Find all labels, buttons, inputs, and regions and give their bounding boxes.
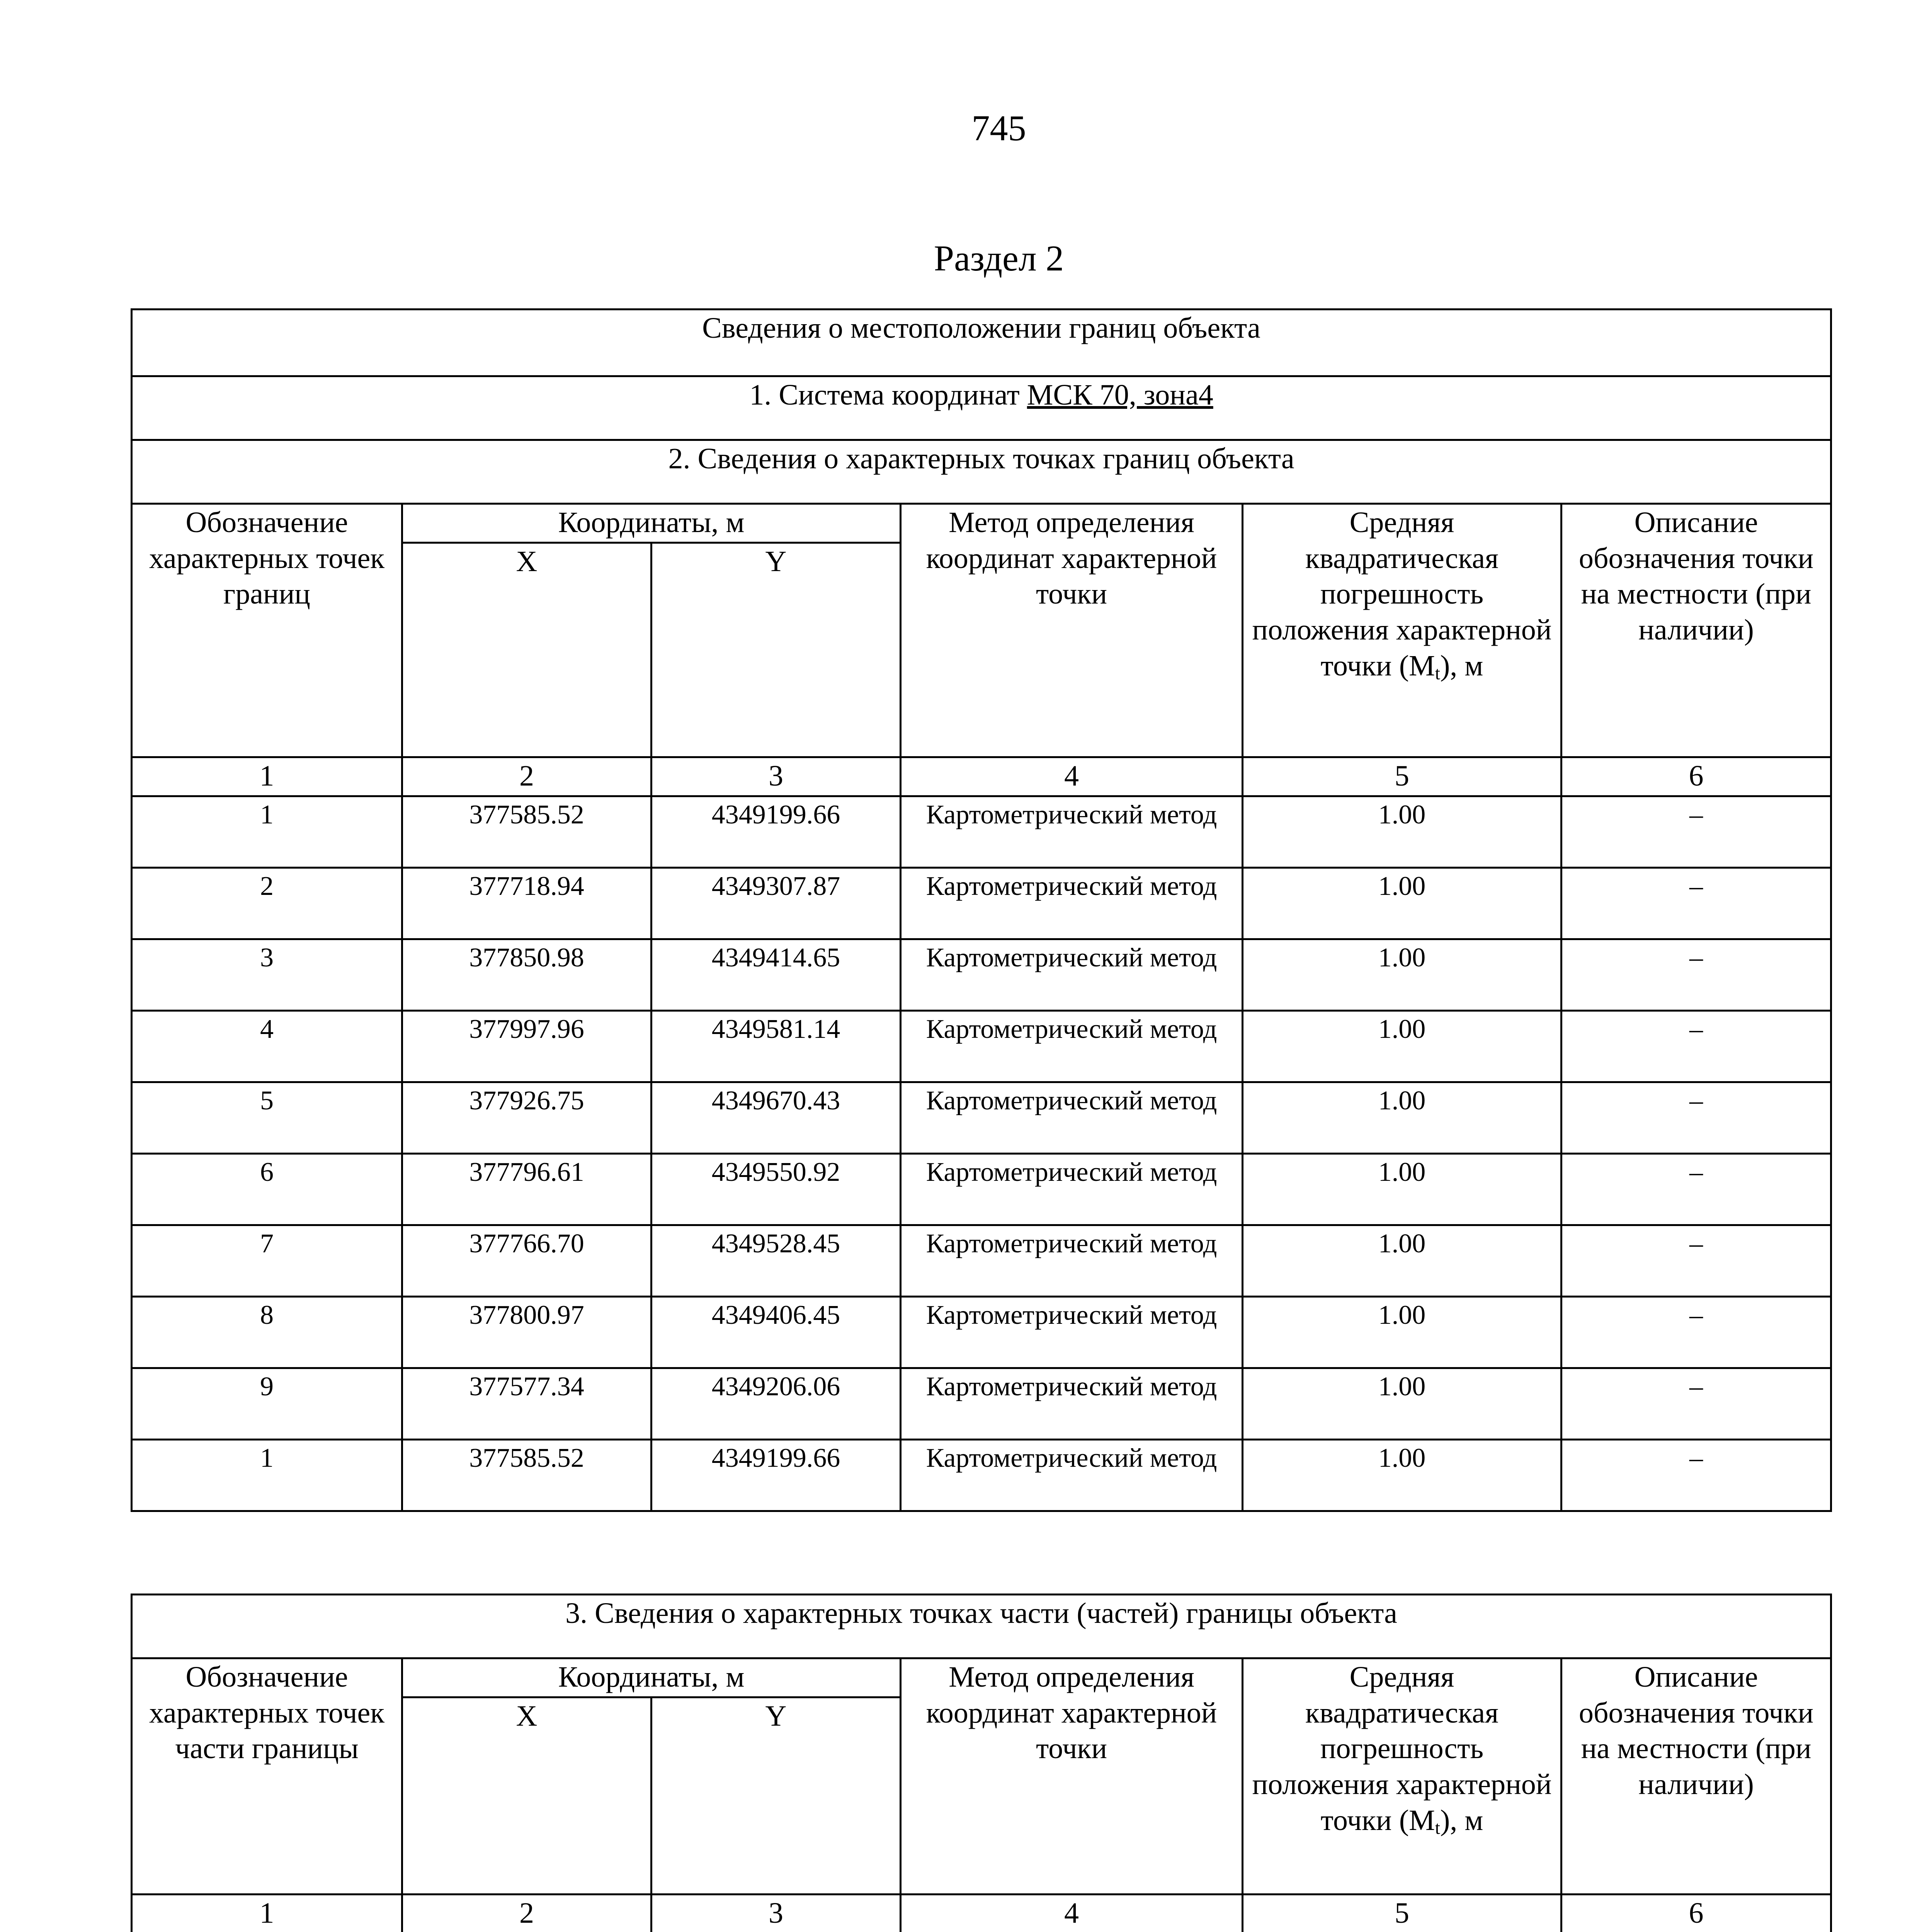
header-error-unit: ), м xyxy=(1440,649,1483,682)
coordinate-system-value: МСК 70, зона4 xyxy=(1027,379,1213,411)
x-cell: 377718.94 xyxy=(402,868,651,939)
error-cell: 1.00 xyxy=(1243,1368,1561,1440)
method-cell: Картометрический метод xyxy=(901,1011,1243,1082)
header-error-subscript: t xyxy=(1435,1817,1440,1838)
error-cell: 1.00 xyxy=(1243,1154,1561,1225)
description-cell: – xyxy=(1561,1154,1831,1225)
header-method: Метод определения координат характерной точки xyxy=(901,1658,1243,1895)
point-cell: 2 xyxy=(132,868,402,939)
error-cell: 1.00 xyxy=(1243,868,1561,939)
x-cell: 377585.52 xyxy=(402,1440,651,1511)
header-y: Y xyxy=(651,543,901,757)
column-number: 5 xyxy=(1243,1895,1561,1932)
table-row xyxy=(132,1011,1831,1082)
error-cell: 1.00 xyxy=(1243,1082,1561,1154)
method-cell: Картометрический метод xyxy=(901,1297,1243,1368)
description-cell: – xyxy=(1561,1011,1831,1082)
point-cell: 9 xyxy=(132,1368,402,1440)
header-point: Обозначение характерных точек границ xyxy=(132,504,402,757)
column-number: 2 xyxy=(402,757,651,796)
point-cell: 1 xyxy=(132,796,402,868)
boundary-points-table xyxy=(131,308,1832,1512)
x-cell: 377796.61 xyxy=(402,1154,651,1225)
column-number: 1 xyxy=(132,1895,402,1932)
y-cell: 4349199.66 xyxy=(651,796,901,868)
header-error-text: Средняя квадратическая погрешность положения характерной точки (M xyxy=(1252,506,1552,682)
y-cell: 4349406.45 xyxy=(651,1297,901,1368)
point-cell: 4 xyxy=(132,1011,402,1082)
y-cell: 4349670.43 xyxy=(651,1082,901,1154)
x-cell: 377800.97 xyxy=(402,1297,651,1368)
description-cell: – xyxy=(1561,1368,1831,1440)
column-number: 6 xyxy=(1561,1895,1831,1932)
header-error xyxy=(1243,504,1561,757)
page-number: 745 xyxy=(971,108,1026,148)
header-description: Описание обозначения точки на местности (при наличии) xyxy=(1561,1658,1831,1895)
x-cell: 377766.70 xyxy=(402,1225,651,1297)
table-row xyxy=(132,939,1831,1011)
table-row xyxy=(132,1440,1831,1511)
column-number: 3 xyxy=(651,757,901,796)
x-cell: 377850.98 xyxy=(402,939,651,1011)
description-cell: – xyxy=(1561,1440,1831,1511)
table-row xyxy=(132,1297,1831,1368)
header-x: X xyxy=(402,1697,651,1895)
header-y: Y xyxy=(651,1697,901,1895)
point-cell: 8 xyxy=(132,1297,402,1368)
y-cell: 4349199.66 xyxy=(651,1440,901,1511)
header-coordinates: Координаты, м xyxy=(402,1658,901,1697)
table-row xyxy=(132,796,1831,868)
column-number: 5 xyxy=(1243,757,1561,796)
section-title: Раздел 2 xyxy=(934,238,1064,279)
error-cell: 1.00 xyxy=(1243,1225,1561,1297)
method-cell: Картометрический метод xyxy=(901,1440,1243,1511)
table-row xyxy=(132,868,1831,939)
header-coordinates: Координаты, м xyxy=(402,504,901,543)
header-method: Метод определения координат характерной точки xyxy=(901,504,1243,757)
y-cell: 4349307.87 xyxy=(651,868,901,939)
table-row xyxy=(132,1368,1831,1440)
column-number: 6 xyxy=(1561,757,1831,796)
method-cell: Картометрический метод xyxy=(901,796,1243,868)
method-cell: Картометрический метод xyxy=(901,1082,1243,1154)
error-cell: 1.00 xyxy=(1243,1011,1561,1082)
x-cell: 377997.96 xyxy=(402,1011,651,1082)
y-cell: 4349414.65 xyxy=(651,939,901,1011)
coordinate-system-row xyxy=(132,376,1831,440)
table-row xyxy=(132,1225,1831,1297)
description-cell: – xyxy=(1561,939,1831,1011)
column-number: 2 xyxy=(402,1895,651,1932)
x-cell: 377585.52 xyxy=(402,796,651,868)
column-number: 4 xyxy=(901,1895,1243,1932)
y-cell: 4349581.14 xyxy=(651,1011,901,1082)
x-cell: 377926.75 xyxy=(402,1082,651,1154)
header-error-subscript: t xyxy=(1435,663,1440,684)
error-cell: 1.00 xyxy=(1243,796,1561,868)
section-2-title: 2. Сведения о характерных точках границ объекта xyxy=(132,440,1831,504)
description-cell: – xyxy=(1561,1297,1831,1368)
column-number: 1 xyxy=(132,757,402,796)
part-boundary-points-table xyxy=(131,1594,1832,1932)
error-cell: 1.00 xyxy=(1243,1440,1561,1511)
method-cell: Картометрический метод xyxy=(901,1368,1243,1440)
description-cell: – xyxy=(1561,796,1831,868)
header-x: X xyxy=(402,543,651,757)
table-row xyxy=(132,1082,1831,1154)
description-cell: – xyxy=(1561,1082,1831,1154)
y-cell: 4349528.45 xyxy=(651,1225,901,1297)
x-cell: 377577.34 xyxy=(402,1368,651,1440)
description-cell: – xyxy=(1561,868,1831,939)
method-cell: Картометрический метод xyxy=(901,868,1243,939)
header-point-part: Обозначение характерных точек части границы xyxy=(132,1658,402,1895)
point-cell: 3 xyxy=(132,939,402,1011)
point-cell: 5 xyxy=(132,1082,402,1154)
header-error xyxy=(1243,1658,1561,1895)
y-cell: 4349206.06 xyxy=(651,1368,901,1440)
header-error-unit: ), м xyxy=(1440,1804,1483,1837)
error-cell: 1.00 xyxy=(1243,939,1561,1011)
coordinate-system-label: 1. Система координат xyxy=(749,379,1027,411)
y-cell: 4349550.92 xyxy=(651,1154,901,1225)
column-number: 3 xyxy=(651,1895,901,1932)
header-description: Описание обозначения точки на местности (при наличии) xyxy=(1561,504,1831,757)
method-cell: Картометрический метод xyxy=(901,1225,1243,1297)
section-3-title: 3. Сведения о характерных точках части (частей) границы объекта xyxy=(132,1595,1831,1658)
point-cell: 1 xyxy=(132,1440,402,1511)
header-error-text: Средняя квадратическая погрешность положения характерной точки (M xyxy=(1252,1661,1552,1837)
table-row xyxy=(132,1154,1831,1225)
point-cell: 7 xyxy=(132,1225,402,1297)
point-cell: 6 xyxy=(132,1154,402,1225)
column-number: 4 xyxy=(901,757,1243,796)
method-cell: Картометрический метод xyxy=(901,939,1243,1011)
error-cell: 1.00 xyxy=(1243,1297,1561,1368)
method-cell: Картометрический метод xyxy=(901,1154,1243,1225)
table-title: Сведения о местоположении границ объекта xyxy=(132,310,1831,376)
description-cell: – xyxy=(1561,1225,1831,1297)
